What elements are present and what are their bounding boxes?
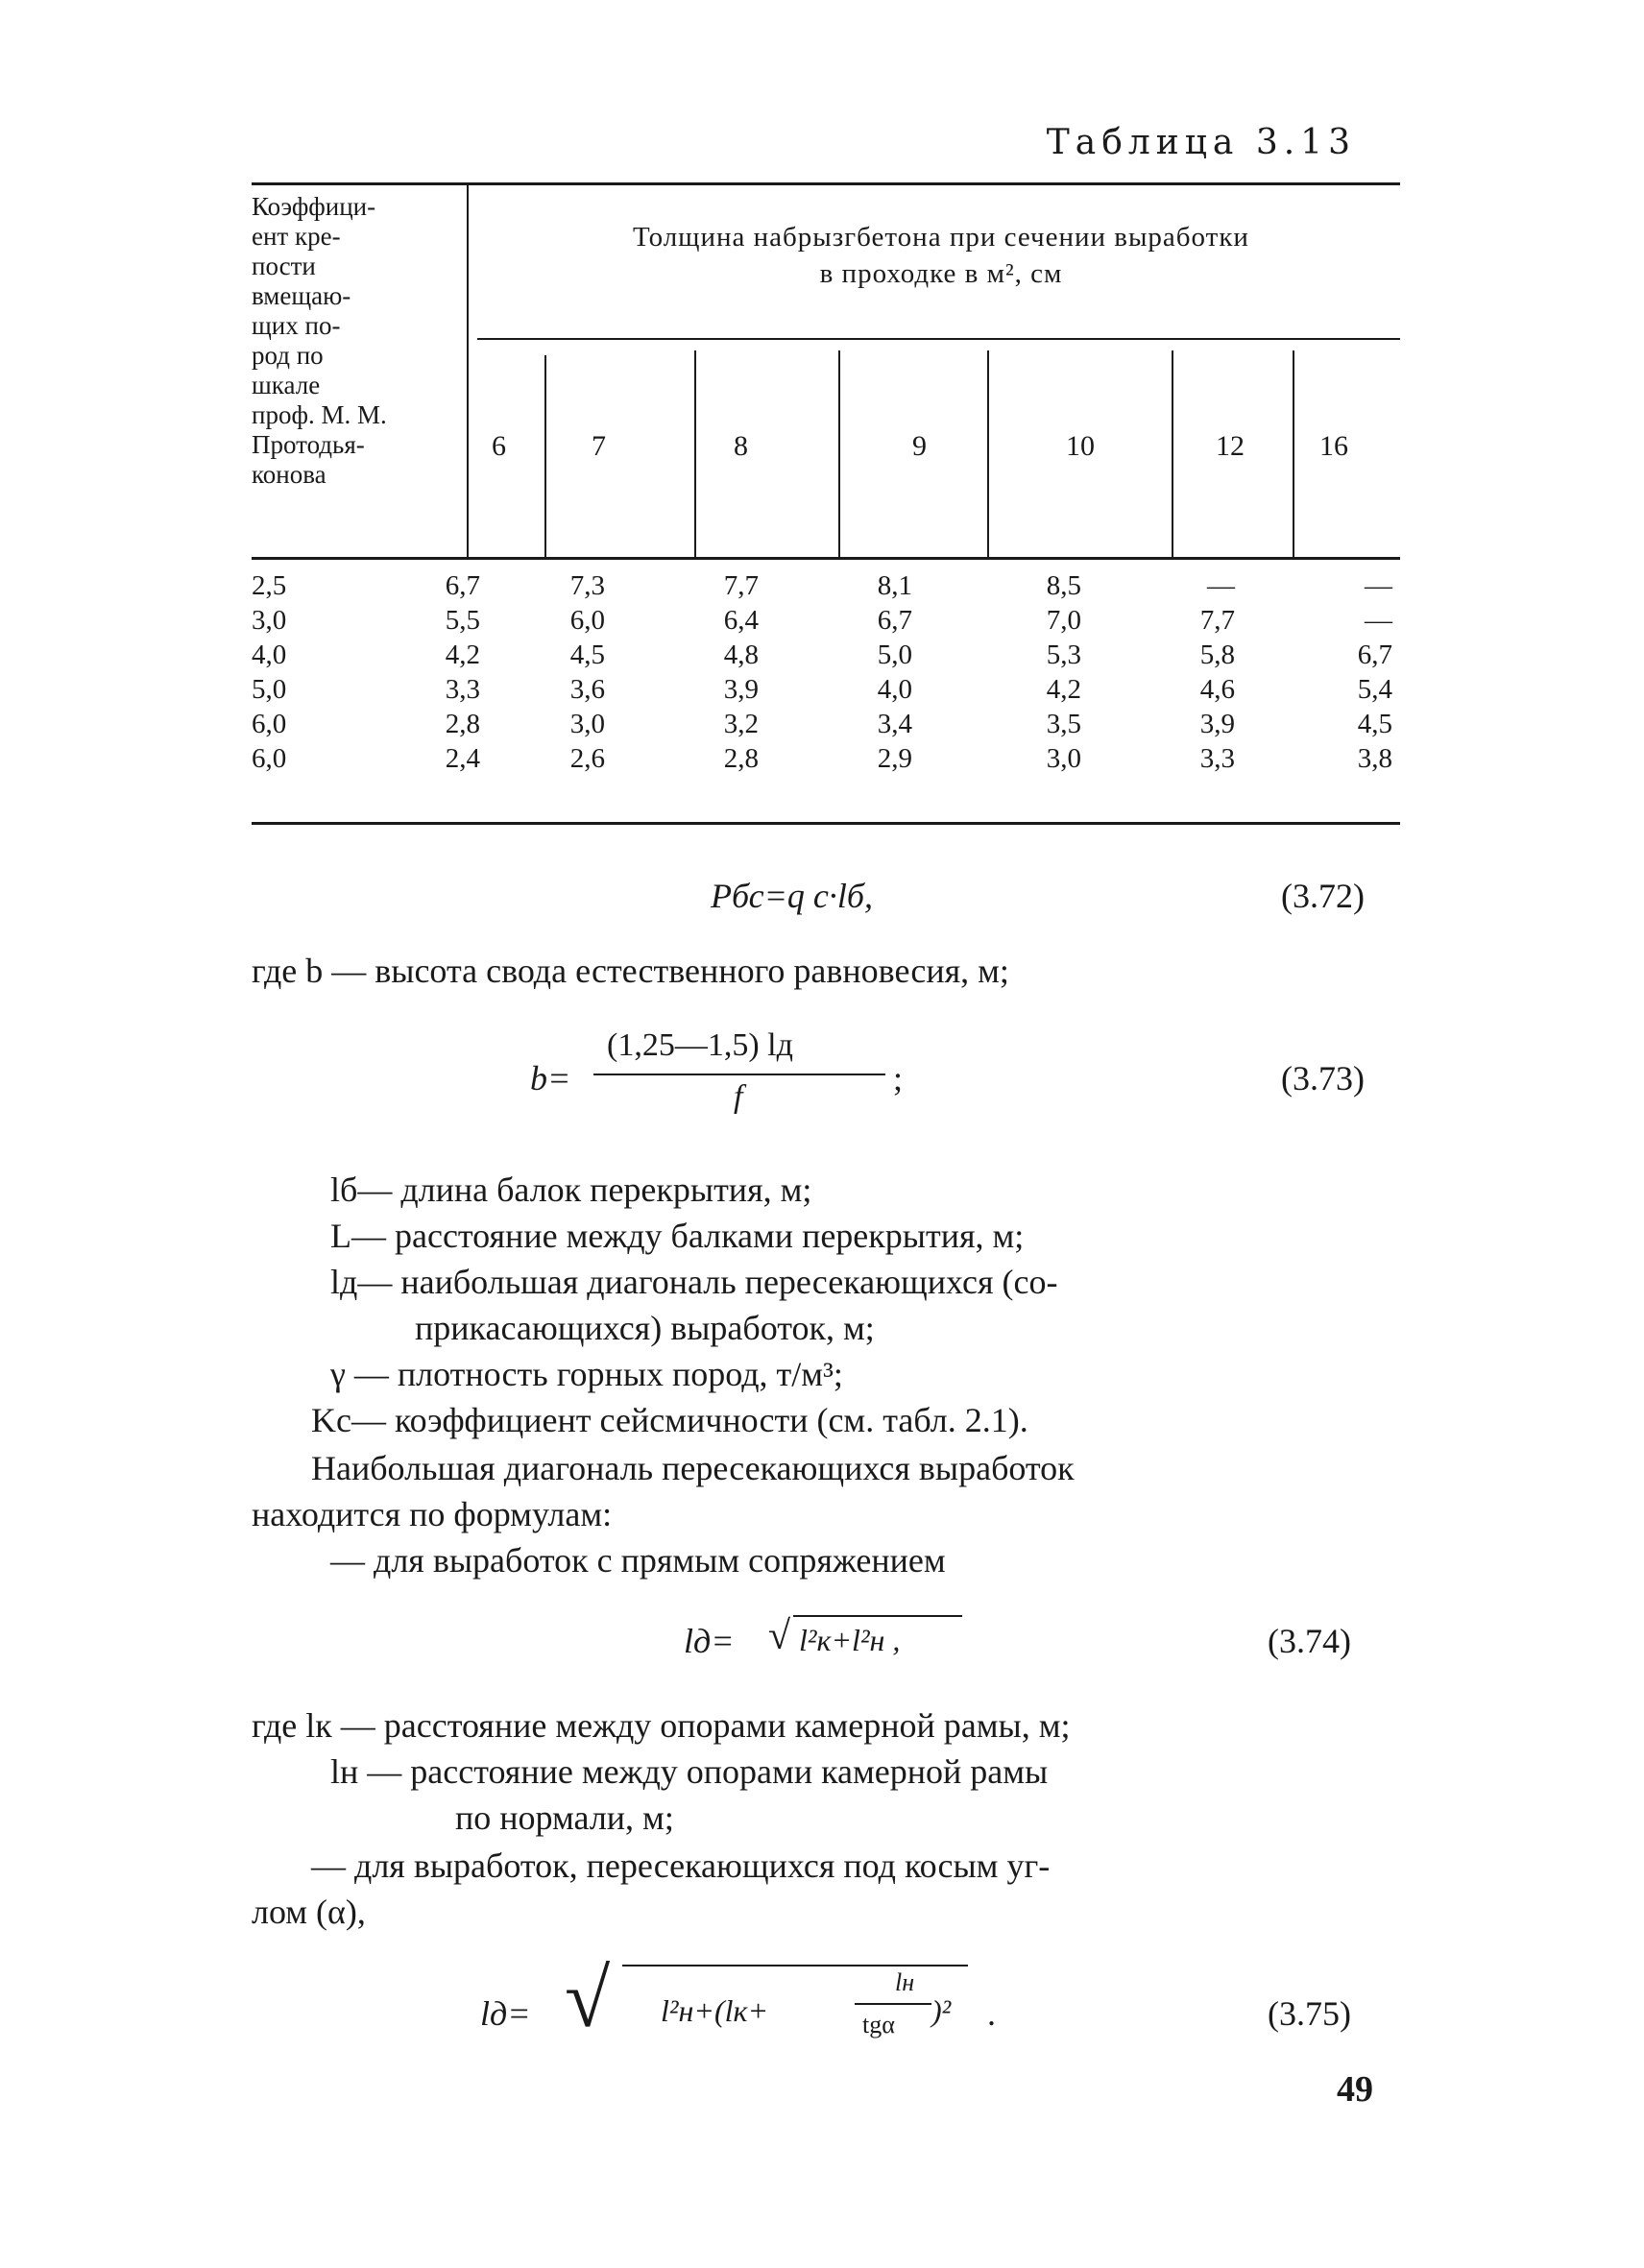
table-cell: 5,3	[1046, 639, 1081, 670]
table-cell: 6,0	[569, 605, 605, 636]
stub-header-line: Протодья-	[252, 430, 365, 459]
stub-header-line: проф. М. М.	[252, 400, 387, 429]
table-cell: 7,3	[569, 570, 605, 601]
equation-3-72	[711, 876, 873, 916]
table-cell: 6,4	[723, 605, 759, 636]
sqrt-icon: √	[565, 1952, 611, 2044]
stub-header-line: род по	[252, 341, 324, 370]
table-column-group-header	[485, 219, 1397, 292]
definition-line: γ — плотность горных пород, т/м³;	[330, 1355, 843, 1393]
table-cell: 2,8	[445, 709, 480, 739]
table-cell: 7,7	[1199, 605, 1235, 636]
eq375-frac-numerator: lн	[895, 1968, 915, 1996]
table-cell-coefficient: 5,0	[252, 674, 287, 705]
equation-number: (3.75)	[1268, 1994, 1351, 2033]
eq374-radicand: l²к+l²н ,	[799, 1623, 901, 1657]
table-cell: 3,0	[569, 709, 605, 739]
table-cell: —	[1365, 570, 1392, 601]
stub-header-line: вмещаю-	[252, 281, 351, 310]
column-header-6: 6	[492, 430, 506, 462]
paragraph-line: Наибольшая диагональ пересекающихся выработок	[311, 1449, 1075, 1487]
table-cell: 4,6	[1199, 674, 1235, 705]
table-cell: 8,1	[877, 570, 912, 601]
table-cell: 5,5	[445, 605, 480, 636]
equation-number: (3.73)	[1281, 1059, 1365, 1098]
definition-line: lд— наибольшая диагональ пересекающихся (со-	[330, 1263, 1058, 1301]
eq373-denominator: f	[734, 1079, 743, 1115]
where-line: лом (α),	[252, 1893, 366, 1931]
table-cell: 6,7	[1357, 639, 1392, 670]
eq373-tail: ;	[893, 1059, 904, 1098]
table-cell-coefficient: 2,5	[252, 570, 287, 601]
table-cell: 4,2	[1046, 674, 1081, 705]
stub-header-line: конова	[252, 460, 326, 489]
equation-text: Pбс=q с·lб,	[711, 877, 873, 915]
paragraph-line: — для выработок с прямым сопряжением	[330, 1541, 946, 1580]
eq375-radicand-b: )²	[931, 1993, 952, 2028]
column-header-12: 12	[1216, 430, 1245, 462]
table-cell-coefficient: 3,0	[252, 605, 287, 636]
table-cell: 7,0	[1046, 605, 1081, 636]
stub-header-line: ент кре-	[252, 222, 341, 251]
paragraph-line: находится по формулам:	[252, 1495, 613, 1533]
equation-number: (3.72)	[1281, 877, 1365, 915]
table-header-bottom-rule	[252, 557, 1400, 560]
eq373-numerator: (1,25—1,5) lд	[607, 1027, 793, 1063]
eq375-radicand-a: l²н+(lк+	[661, 1993, 769, 2028]
stub-header-line: пости	[252, 252, 316, 280]
column-header-10: 10	[1066, 430, 1095, 462]
table-cell: 5,8	[1199, 639, 1235, 670]
table-vline	[1172, 350, 1173, 557]
table-cell: 4,5	[1357, 709, 1392, 739]
page-number: 49	[1337, 2069, 1373, 2110]
sqrt-bar	[793, 1615, 962, 1617]
stub-header-line: Коэффици-	[252, 192, 376, 221]
eq375-frac-denominator: tgα	[862, 2011, 895, 2039]
sqrt-icon: √	[768, 1614, 791, 1658]
table-cell: 3,2	[723, 709, 759, 739]
table-cell: 3,9	[1199, 709, 1235, 739]
eq375-tail: .	[987, 1994, 996, 2033]
table-caption: Таблица 3.13	[1046, 123, 1356, 162]
column-group-header-line: Толщина набрызгбетона при сечении выработки	[633, 222, 1249, 253]
table-cell: 6,7	[877, 605, 912, 636]
definition-line: прикасающихся) выработок, м;	[415, 1309, 875, 1347]
table-cell: 3,0	[1046, 743, 1081, 774]
table-vline	[987, 350, 989, 557]
eq375-lhs: lд=	[480, 1994, 531, 2033]
definition-line: L— расстояние между балками перекрытия, м;	[330, 1217, 1025, 1255]
table-cell: 4,0	[877, 674, 912, 705]
definition-line: lб— длина балок перекрытия, м;	[330, 1170, 812, 1209]
table-cell: 5,0	[877, 639, 912, 670]
table-top-rule	[252, 182, 1400, 185]
table-cell: 3,4	[877, 709, 912, 739]
eq374-lhs: lд=	[684, 1622, 735, 1660]
table-stub-header	[252, 192, 472, 490]
stub-header-line: щих по-	[252, 311, 341, 340]
eq373-lhs: b=	[530, 1059, 571, 1098]
table-cell: 4,2	[445, 639, 480, 670]
where-line: — для выработок, пересекающихся под косым уг-	[311, 1846, 1051, 1885]
table-cell-coefficient: 6,0	[252, 743, 287, 774]
table-cell: 2,9	[877, 743, 912, 774]
table-cell: 5,4	[1357, 674, 1392, 705]
table-cell: 2,6	[569, 743, 605, 774]
where-line: lн — расстояние между опорами камерной рамы	[330, 1752, 1049, 1791]
table-cell: 3,9	[723, 674, 759, 705]
equation-number: (3.74)	[1268, 1622, 1351, 1660]
table-cell-coefficient: 6,0	[252, 709, 287, 739]
table-vline	[544, 355, 546, 557]
table-cell: 3,6	[569, 674, 605, 705]
table-vline	[1293, 350, 1294, 557]
column-header-7: 7	[592, 430, 606, 462]
fraction-bar	[593, 1074, 885, 1075]
where-line: где lк — расстояние между опорами камерной рамы, м;	[252, 1706, 1071, 1745]
table-cell: 3,5	[1046, 709, 1081, 739]
table-cell: 8,5	[1046, 570, 1081, 601]
column-header-8: 8	[734, 430, 748, 462]
column-header-9: 9	[912, 430, 927, 462]
column-group-header-line: в проходке в м², см	[819, 258, 1063, 289]
table-bottom-rule	[252, 822, 1400, 825]
table-cell: —	[1207, 570, 1235, 601]
table-cell: 7,7	[723, 570, 759, 601]
table-cell: 2,8	[723, 743, 759, 774]
table-cell: 3,8	[1357, 743, 1392, 774]
column-header-16: 16	[1319, 430, 1348, 462]
table-vline	[694, 350, 696, 557]
definition-line: Kс— коэффициент сейсмичности (см. табл. 2.1).	[311, 1401, 1028, 1439]
table-cell-coefficient: 4,0	[252, 639, 287, 670]
table-cell: 4,5	[569, 639, 605, 670]
fraction-bar	[855, 2003, 931, 2005]
table-cell: 2,4	[445, 743, 480, 774]
table-cell: 6,7	[445, 570, 480, 601]
where-line: по нормали, м;	[455, 1798, 674, 1837]
where-b-line: где b — высота свода естественного равновесия, м;	[252, 952, 1009, 990]
table-cell: 3,3	[445, 674, 480, 705]
sqrt-bar	[622, 1965, 968, 1966]
table-cell: 4,8	[723, 639, 759, 670]
stub-header-line: шкале	[252, 371, 321, 399]
table-cell: 3,3	[1199, 743, 1235, 774]
table-vline	[838, 350, 840, 557]
table-header-rule	[477, 338, 1400, 340]
table-cell: —	[1365, 605, 1392, 636]
